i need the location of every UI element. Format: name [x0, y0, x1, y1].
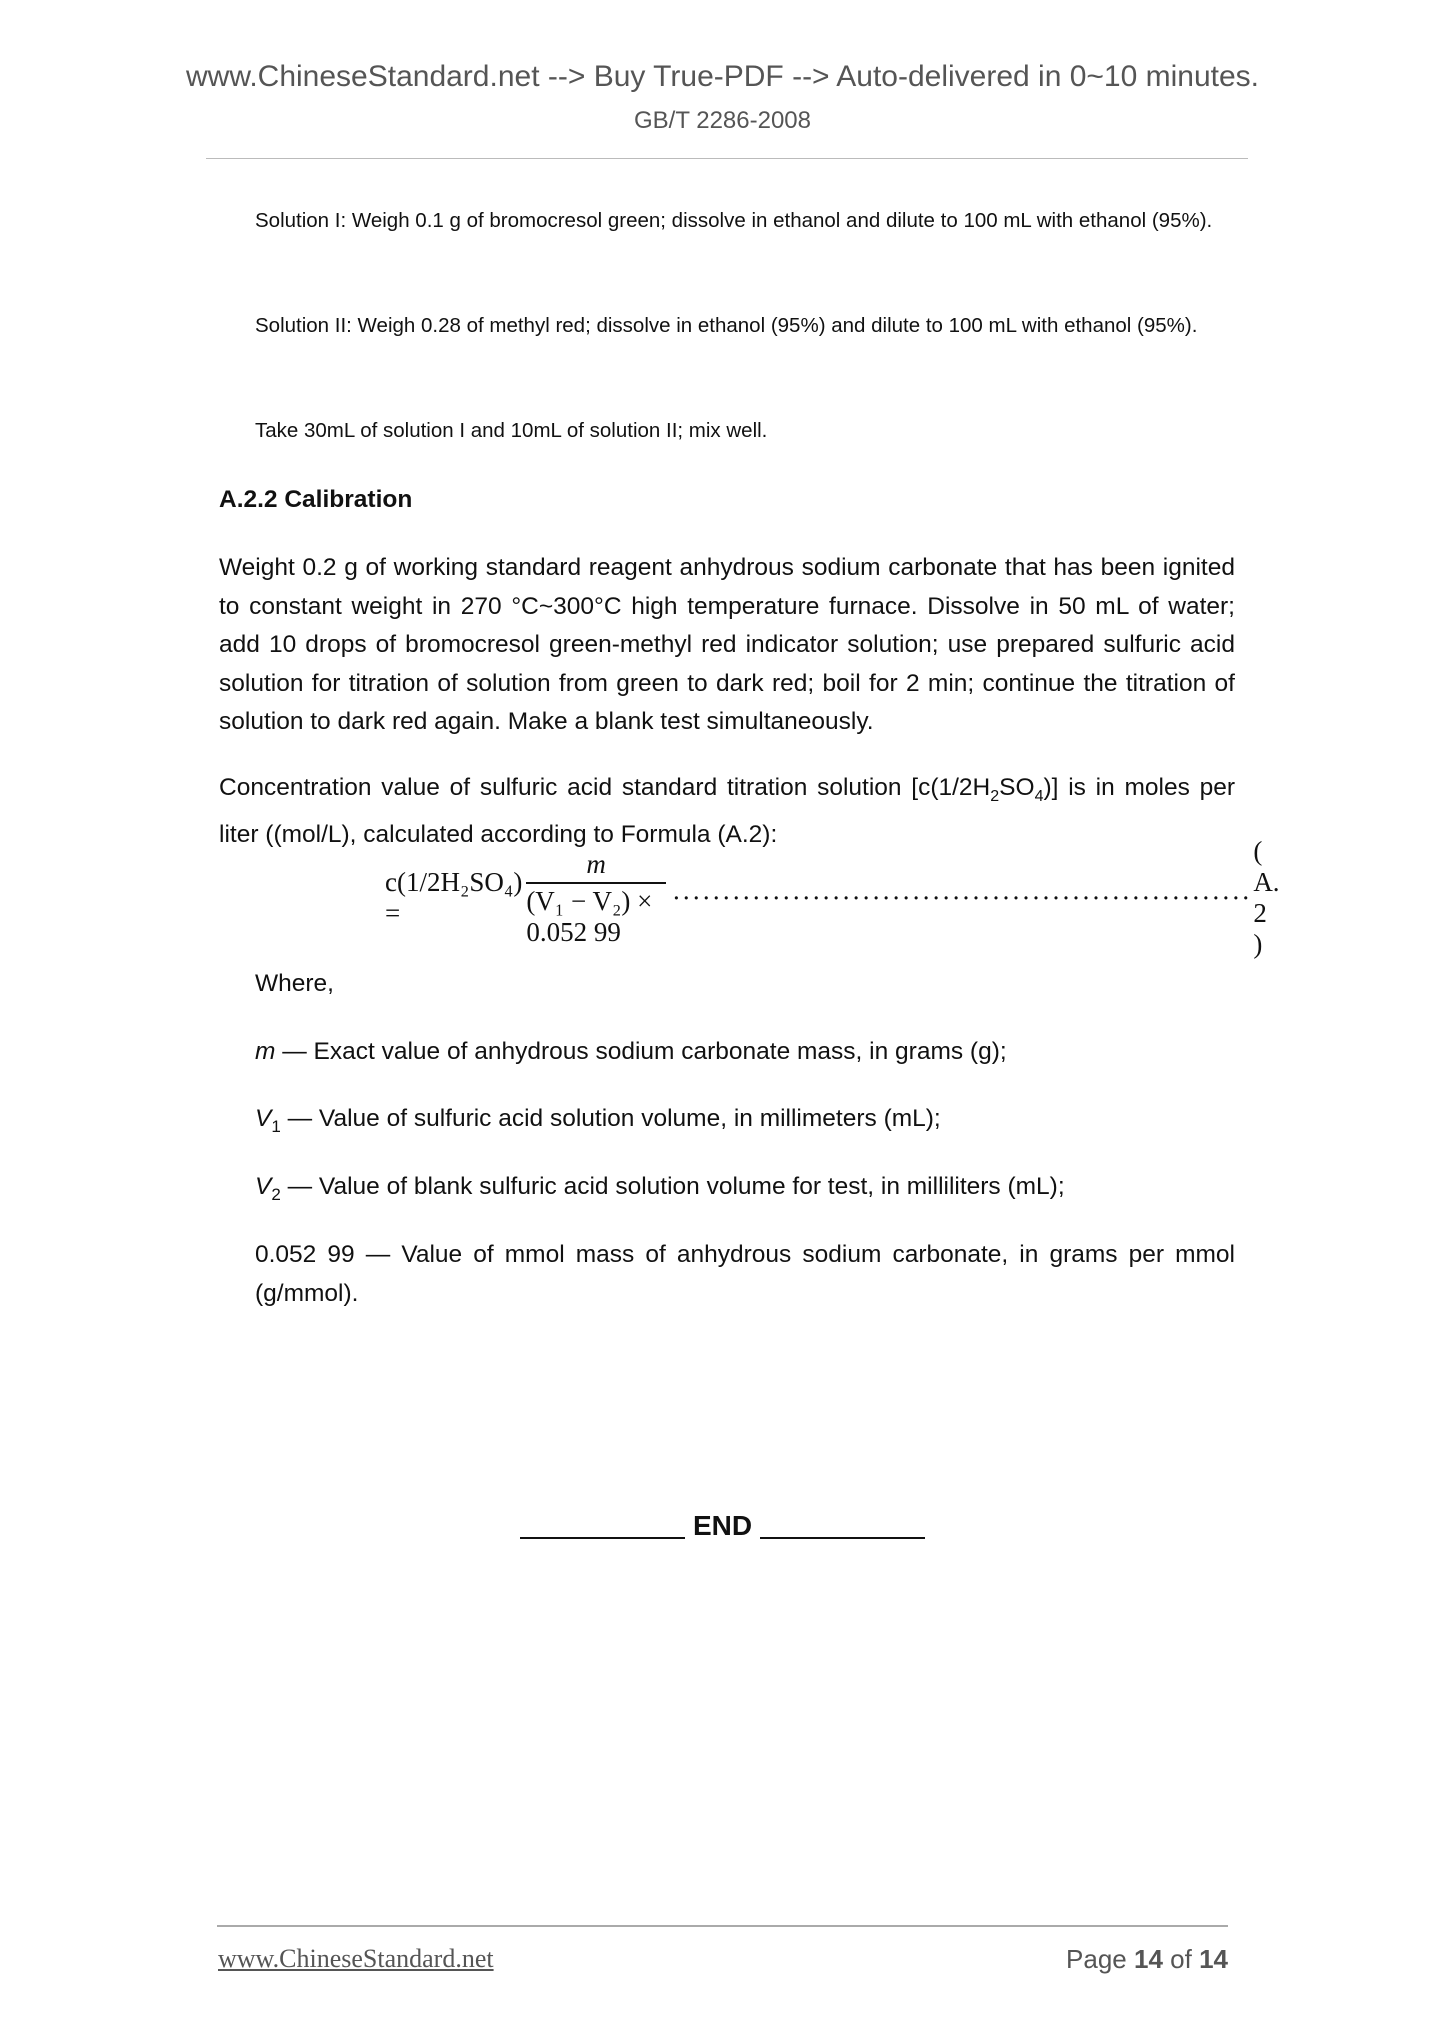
solution-1: Solution I: Weigh 0.1 g of bromocresol green; dissolve in ethanol and dilute to 100 mL with ethanol (95%). [255, 209, 1213, 232]
header-divider [206, 158, 1248, 159]
end-label: END [692, 1510, 753, 1541]
formula-denominator: (V₁ − V₂) × 0.052 99 [526, 885, 653, 947]
symbol: m [255, 1038, 276, 1065]
where-item-m [255, 1033, 1235, 1072]
concentration-paragraph [219, 769, 1235, 855]
subscript: 2 [271, 1184, 281, 1204]
solution-2: Solution II: Weigh 0.28 of methyl red; dissolve in ethanol (95%) and dilute to 100 mL with ethanol (95%). [255, 314, 1198, 337]
underline [760, 1537, 925, 1539]
mix-instruction: Take 30mL of solution I and 10mL of solution II; mix well. [255, 419, 768, 442]
where-intro: Where, [255, 970, 334, 997]
definition: — Value of blank sulfuric acid solution volume for test, in milliliters (mL); [280, 1173, 1065, 1200]
page-number [1066, 1944, 1228, 1975]
formula-leader-dots: ·························································· [671, 882, 1252, 913]
text: Concentration value of sulfuric acid standard titration solution [c(1/2H [219, 774, 991, 801]
formula-label: ( A. 2 ) [1253, 836, 1280, 959]
definition: — Exact value of anhydrous sodium carbonate mass, in grams (g); [275, 1038, 1007, 1065]
footer-website-link[interactable]: www.ChineseStandard.net [218, 1944, 494, 1973]
footer-divider [217, 1925, 1228, 1927]
document-id: GB/T 2286-2008 [633, 107, 811, 134]
end-marker [0, 1510, 1445, 1542]
underline [520, 1537, 685, 1539]
section-heading: A.2.2 Calibration [219, 486, 413, 513]
formula-numerator: m [526, 849, 666, 884]
formula-lhs: c(1/2H₂SO₄) = [385, 867, 523, 928]
header-banner[interactable]: www.ChineseStandard.net --> Buy True-PDF --> Auto-delivered in 0~10 minutes. [185, 60, 1260, 93]
total-pages: 14 [1199, 1944, 1228, 1974]
symbol: V [255, 1105, 272, 1132]
calibration-paragraph: Weight 0.2 g of working standard reagent anhydrous sodium carbonate that has been ignited to constant weight in 270 °C~300°C high temperature furnace. Dissolve in 50 mL of water; add 10 drops of bromocresol green-methyl red indicator solution; use prepared sulfuric acid solution for titration of solution from green to dark red; boil for 2 min; continue the titration of solution to dark red again. Make a blank test simultaneously. [219, 554, 1235, 735]
formula-fraction [526, 849, 666, 948]
symbol: V [255, 1173, 272, 1200]
formula-a2 [385, 836, 1280, 959]
where-item-v1 [255, 1100, 1235, 1146]
where-item-constant: 0.052 99 — Value of mmol mass of anhydrous sodium carbonate, in grams per mmol (g/mmol). [255, 1241, 1235, 1307]
subscript: 2 [990, 787, 1000, 805]
text: )] is in moles per liter ((mol/L), calculated according to Formula (A.2): [219, 774, 1235, 849]
definition: — Value of sulfuric acid solution volume, in millimeters (mL); [280, 1105, 941, 1132]
of-label: of [1170, 1944, 1192, 1974]
current-page: 14 [1134, 1944, 1163, 1974]
page-label: Page [1066, 1944, 1127, 1974]
where-item-v2 [255, 1168, 1235, 1214]
text: SO [999, 774, 1035, 801]
subscript: 4 [1034, 787, 1044, 805]
subscript: 1 [271, 1116, 281, 1136]
